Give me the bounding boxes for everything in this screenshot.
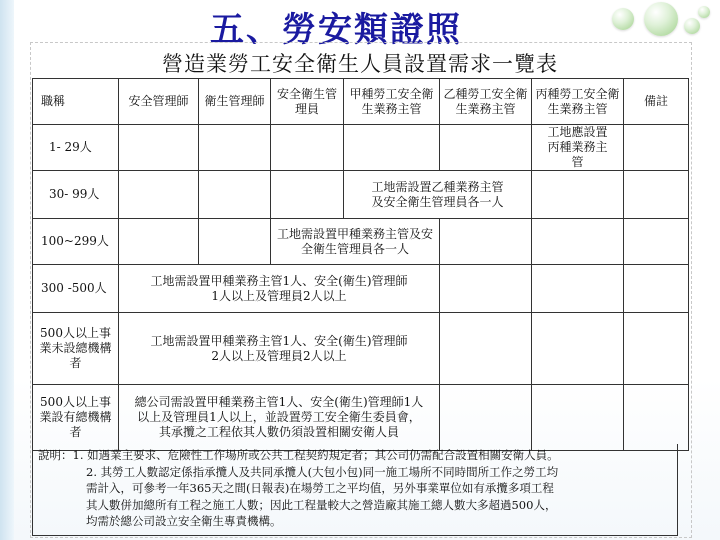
table-row [33, 265, 689, 313]
requirements-table [32, 78, 689, 451]
document-title: 營造業勞工安全衛生人員設置需求一覽表 [162, 52, 558, 76]
column-header: 安全衛生管理員 [271, 79, 344, 125]
row-requirement: 總公司需設置甲種業務主管1人、安全(衛生)管理師1人以上及管理員1人以上，並設置勞工安全衛生委員會，其承攬之工程依其人數仍須設置相關安衛人員 [119, 385, 440, 451]
column-header: 備註 [624, 79, 689, 125]
table-row [33, 125, 689, 171]
water-drop-decoration [684, 18, 700, 34]
column-header: 職稱 [33, 79, 119, 125]
row-label: 300 -500人 [33, 265, 119, 313]
column-header: 衛生管理師 [199, 79, 271, 125]
note-line: 其人數併加總所有工程之施工人數；因此工程量較大之營造廠其施工總人數大多超過500人， [86, 497, 557, 512]
note-line: 需計入，可參考一年365天之間(日報表)在場勞工之平均值，另外事業單位如有承攬多項工程 [86, 481, 554, 495]
slide-title: 五、勞安類證照 [210, 10, 462, 50]
note-line: 說明：1. 如遇業主要求、危險性工作場所或公共工程契約規定者；其公司仍需配合設置相關安衛人員。 [38, 448, 559, 462]
column-header: 丙種勞工安全衛生業務主管 [532, 79, 624, 125]
row-label: 30- 99人 [33, 171, 119, 219]
row-requirement: 工地需設置甲種業務主管1人、安全(衛生)管理師2人以上及管理員2人以上 [119, 313, 440, 385]
row-label: 1- 29人 [33, 125, 119, 171]
water-drop-decoration [644, 2, 678, 36]
water-drop-decoration [612, 8, 634, 30]
column-header: 乙種勞工安全衛生業務主管 [440, 79, 532, 125]
row-requirement: 工地需設置甲種業務主管及安全衛生管理員各一人 [271, 219, 440, 265]
table-row [33, 385, 689, 451]
row-requirement: 工地需設置乙種業務主管及安全衛生管理員各一人 [344, 171, 532, 219]
note-line: 均需於總公司設立安全衛生專責機構。 [86, 514, 282, 528]
table-row [33, 171, 689, 219]
row-label: 500人以上事業設有總機構者 [33, 385, 119, 451]
note-line: 2. 其勞工人數認定係指承攬人及共同承攬人(大包小包)同一施工場所不同時間所工作之勞工均 [86, 464, 559, 479]
row-requirement: 工地應設置丙種業務主管 [532, 125, 624, 171]
column-header: 安全管理師 [119, 79, 199, 125]
slide-left-bar [0, 0, 14, 540]
table-row [33, 219, 689, 265]
water-drop-decoration [698, 6, 710, 18]
notes-section [32, 444, 678, 536]
column-header: 甲種勞工安全衛生業務主管 [344, 79, 440, 125]
row-label: 500人以上事業未設總機構者 [33, 313, 119, 385]
row-label: 100~299人 [33, 219, 119, 265]
row-requirement: 工地需設置甲種業務主管1人、安全(衛生)管理師1人以上及管理員2人以上 [119, 265, 440, 313]
table-row [33, 313, 689, 385]
table-header-row [33, 79, 689, 125]
